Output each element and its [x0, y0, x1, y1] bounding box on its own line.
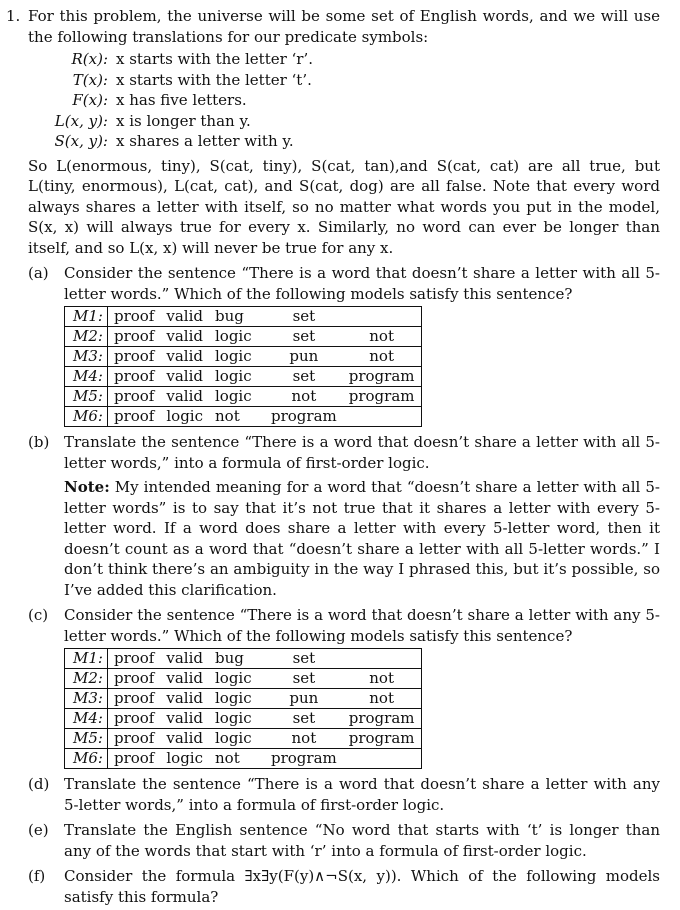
model-name: M4:: [65, 709, 108, 729]
model-word: logic: [215, 689, 252, 707]
model-row: [65, 367, 422, 387]
model-name: M2:: [65, 669, 108, 689]
intro-text: For this problem, the universe will be some set of English words, and we will use the following translations for our predicate symbols:: [28, 7, 660, 46]
part-c: [28, 605, 660, 769]
part-label: (d): [28, 775, 50, 793]
model-word: [343, 749, 421, 769]
part-label: (e): [28, 821, 49, 839]
model-name: M2:: [65, 327, 108, 347]
model-word: logic: [215, 709, 252, 727]
model-word: logic: [215, 367, 252, 385]
part-label: (f): [28, 867, 46, 885]
definition-row: [48, 131, 660, 152]
model-word: proof: [113, 407, 155, 425]
model-word: valid: [166, 729, 203, 747]
model-row: [65, 689, 422, 709]
model-word: pun: [289, 689, 319, 707]
model-name: M1:: [65, 307, 108, 327]
model-word: not: [291, 729, 317, 747]
part-text: Translate the sentence “There is a word that doesn’t share a letter with all 5-letter words,” into a formula of first-order logic.: [64, 433, 660, 472]
explanation-text: So L(enormous, tiny), S(cat, tiny), S(cat, tan),and S(cat, cat) are all true, but L(tiny, enormous), L(cat, cat), and S(cat, dog) are all false. Note that every word always shares a letter with itself, so no matter what words you put in the model, S(x, x) will always true for every x. Similarly, no word can ever be longer than itself, and so L(x, x) will never be true for any x.: [28, 156, 660, 257]
definition-row: [48, 111, 660, 132]
model-row: [65, 649, 422, 669]
model-word: proof: [113, 749, 155, 767]
model-word: proof: [113, 709, 155, 727]
model-word: not: [369, 327, 394, 345]
model-word: valid: [166, 669, 203, 687]
model-word: program: [348, 729, 415, 747]
definition-meaning: x has five letters.: [116, 91, 247, 109]
model-word: logic: [215, 669, 252, 687]
model-name: M5:: [65, 729, 108, 749]
model-word: not: [215, 407, 240, 425]
model-word: [343, 407, 421, 427]
model-word: [343, 649, 421, 669]
note-paragraph: [64, 477, 660, 600]
definition-meaning: x starts with the letter ‘r’.: [116, 50, 314, 68]
model-word: proof: [113, 689, 155, 707]
model-name: M3:: [65, 347, 108, 367]
model-word: program: [348, 709, 415, 727]
model-word: valid: [166, 367, 203, 385]
definition-meaning: x is longer than y.: [116, 111, 251, 130]
model-word: proof: [113, 669, 155, 687]
part-a: [28, 263, 660, 427]
model-word: not: [369, 347, 394, 365]
models-table: [64, 648, 422, 769]
model-word: set: [292, 669, 316, 687]
model-word: logic: [166, 407, 203, 425]
part-text: Translate the sentence “There is a word that doesn’t share a letter with any 5-letter words,” into a formula of first-order logic.: [64, 775, 660, 814]
model-word: proof: [113, 367, 155, 385]
model-word: proof: [113, 327, 155, 345]
model-word: program: [271, 749, 337, 767]
definition-symbol: F(x):: [72, 91, 108, 109]
model-name: M4:: [65, 367, 108, 387]
model-word: logic: [215, 327, 252, 345]
model-word: valid: [166, 307, 203, 325]
definition-row: [48, 70, 660, 91]
problem-body: [28, 6, 660, 907]
model-row: [65, 749, 422, 769]
part-b: [28, 432, 660, 600]
model-word: program: [271, 407, 337, 425]
part-d: [28, 774, 660, 815]
model-word: valid: [166, 689, 203, 707]
model-word: logic: [215, 347, 252, 365]
part-e: [28, 820, 660, 861]
definition-row: [48, 49, 660, 70]
part-f: [28, 866, 660, 907]
models-table: [64, 306, 422, 427]
model-word: proof: [113, 649, 155, 667]
definition-symbol: T(x):: [72, 70, 108, 89]
model-word: set: [292, 327, 316, 345]
model-word: bug: [215, 649, 244, 667]
model-word: bug: [215, 307, 244, 325]
model-word: valid: [166, 709, 203, 727]
definition-symbol: L(x, y):: [54, 111, 108, 130]
part-text: Consider the sentence “There is a word that doesn’t share a letter with all 5-letter words.” Which of the following models satisfy this sentence?: [64, 264, 660, 303]
part-text: Consider the formula ∃x∃y(F(y)∧¬S(x, y)). Which of the following models satisfy this formula?: [64, 867, 660, 906]
model-word: program: [348, 367, 415, 385]
note-text: My intended meaning for a word that “doesn’t share a letter with all 5-letter words” is to say that it’s not true that it shares a letter with every 5-letter word. If a word does share a letter with every 5-letter word, then it doesn’t count as a word that “doesn’t share a letter with all 5-letter words.” I don’t think there’s an ambiguity in the way I phrased this, but it’s possible, so I’ve added this clarification.: [64, 478, 660, 599]
model-word: pun: [289, 347, 319, 365]
model-row: [65, 407, 422, 427]
model-word: set: [292, 649, 316, 667]
definition-meaning: x shares a letter with y.: [116, 132, 294, 150]
part-text: Consider the sentence “There is a word that doesn’t share a letter with any 5-letter words.” Which of the following models satisfy this sentence?: [64, 606, 660, 645]
predicate-definitions: [48, 49, 660, 152]
model-word: proof: [113, 729, 155, 747]
model-word: valid: [166, 649, 203, 667]
model-row: [65, 327, 422, 347]
model-word: not: [369, 689, 394, 707]
definition-row: [48, 90, 660, 111]
model-word: program: [348, 387, 415, 405]
model-word: not: [291, 387, 317, 405]
model-name: M5:: [65, 387, 108, 407]
problem-number: 1.: [6, 7, 21, 25]
model-word: set: [292, 367, 316, 385]
model-word: valid: [166, 387, 203, 405]
part-label: (c): [28, 606, 49, 624]
model-word: valid: [166, 327, 203, 345]
model-name: M6:: [65, 749, 108, 769]
model-name: M3:: [65, 689, 108, 709]
model-word: logic: [215, 387, 252, 405]
model-word: logic: [166, 749, 203, 767]
model-word: set: [292, 307, 316, 325]
model-word: [343, 307, 421, 327]
model-row: [65, 347, 422, 367]
model-word: logic: [215, 729, 252, 747]
model-word: proof: [113, 387, 155, 405]
model-row: [65, 387, 422, 407]
definition-meaning: x starts with the letter ‘t’.: [116, 70, 312, 89]
model-word: proof: [113, 347, 155, 365]
note-label: Note:: [64, 478, 110, 496]
model-word: valid: [166, 347, 203, 365]
model-row: [65, 729, 422, 749]
definition-symbol: S(x, y):: [54, 132, 108, 150]
part-label: (a): [28, 264, 49, 282]
part-label: (b): [28, 433, 50, 451]
model-word: not: [369, 669, 394, 687]
model-row: [65, 709, 422, 729]
model-row: [65, 307, 422, 327]
model-name: M6:: [65, 407, 108, 427]
model-row: [65, 669, 422, 689]
model-word: not: [215, 749, 240, 767]
model-word: set: [292, 709, 316, 727]
model-name: M1:: [65, 649, 108, 669]
definition-symbol: R(x):: [71, 50, 108, 68]
model-word: proof: [113, 307, 155, 325]
part-text: Translate the English sentence “No word that starts with ‘t’ is longer than any of the words that start with ‘r’ into a formula of first-order logic.: [64, 821, 660, 860]
